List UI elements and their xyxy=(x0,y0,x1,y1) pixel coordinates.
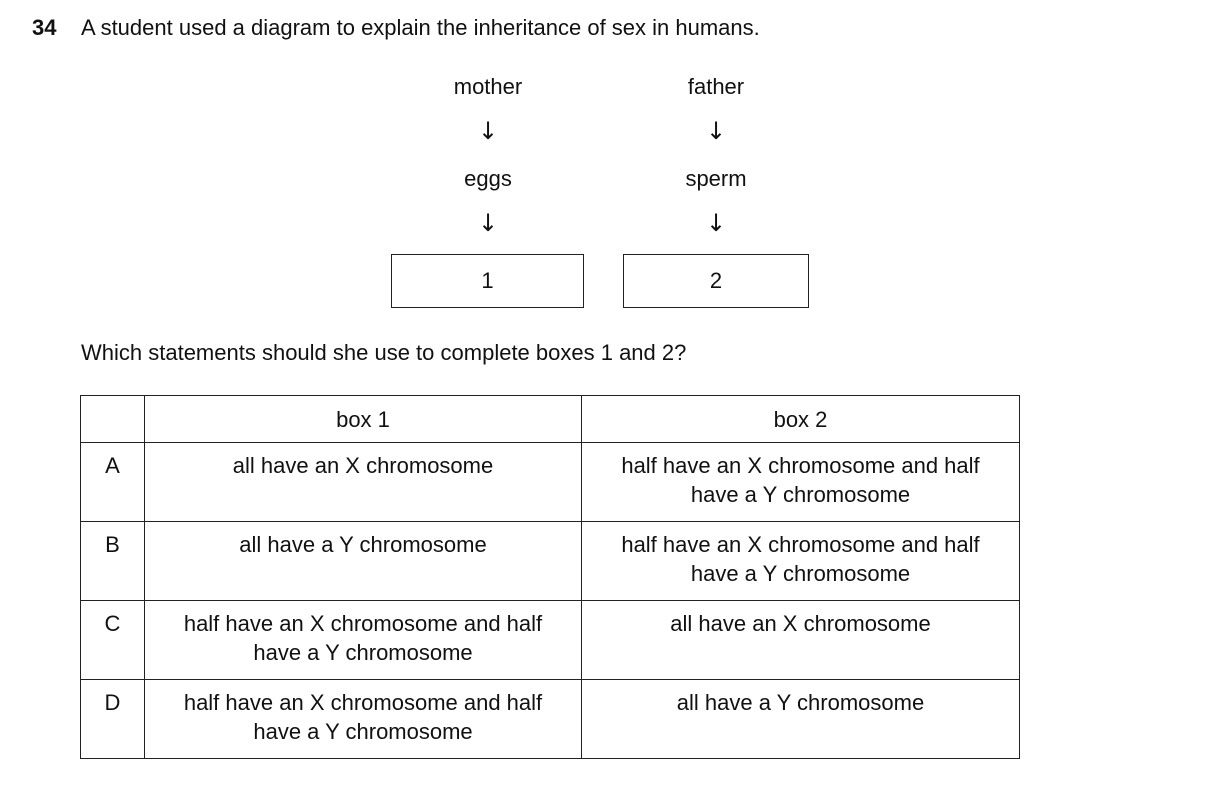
option-box1: all have a Y chromosome xyxy=(145,522,582,601)
eggs-label: eggs xyxy=(464,166,512,191)
option-box1: half have an X chromosome and half have a Y chromosome xyxy=(145,680,582,759)
table-row[interactable] xyxy=(81,522,1020,601)
table-header-row xyxy=(81,396,1020,443)
table-row[interactable] xyxy=(81,443,1020,522)
option-letter: C xyxy=(81,601,145,680)
option-box1: all have an X chromosome xyxy=(145,443,582,522)
sperm-label: sperm xyxy=(685,166,747,191)
option-box2: half have an X chromosome and half have a Y chromosome xyxy=(582,443,1020,522)
option-box2: all have a Y chromosome xyxy=(582,680,1020,759)
table-header-box1: box 1 xyxy=(145,396,582,443)
box-2-label: 2 xyxy=(709,268,723,293)
box-1 xyxy=(391,254,584,308)
question-prompt: Which statements should she use to complete boxes 1 and 2? xyxy=(81,340,687,365)
arrow-down-icon: ↓ xyxy=(477,117,499,145)
option-box2: all have an X chromosome xyxy=(582,601,1020,680)
answer-table xyxy=(80,395,1020,759)
question-text: A student used a diagram to explain the inheritance of sex in humans. xyxy=(81,15,760,40)
box-1-label: 1 xyxy=(481,268,494,293)
option-box2: half have an X chromosome and half have a Y chromosome xyxy=(582,522,1020,601)
arrow-down-icon: ↓ xyxy=(477,209,499,237)
question-number: 34 xyxy=(32,15,57,40)
arrow-down-icon: ↓ xyxy=(705,117,727,145)
table-header-box2: box 2 xyxy=(582,396,1020,443)
option-box1: half have an X chromosome and half have a Y chromosome xyxy=(145,601,582,680)
table-row[interactable] xyxy=(81,680,1020,759)
option-letter: D xyxy=(81,680,145,759)
mother-label: mother xyxy=(453,74,523,99)
table-row[interactable] xyxy=(81,601,1020,680)
father-label: father xyxy=(687,74,745,99)
arrow-down-icon: ↓ xyxy=(705,209,727,237)
box-2 xyxy=(623,254,809,308)
option-letter: B xyxy=(81,522,145,601)
table-header-blank xyxy=(81,396,145,443)
option-letter: A xyxy=(81,443,145,522)
